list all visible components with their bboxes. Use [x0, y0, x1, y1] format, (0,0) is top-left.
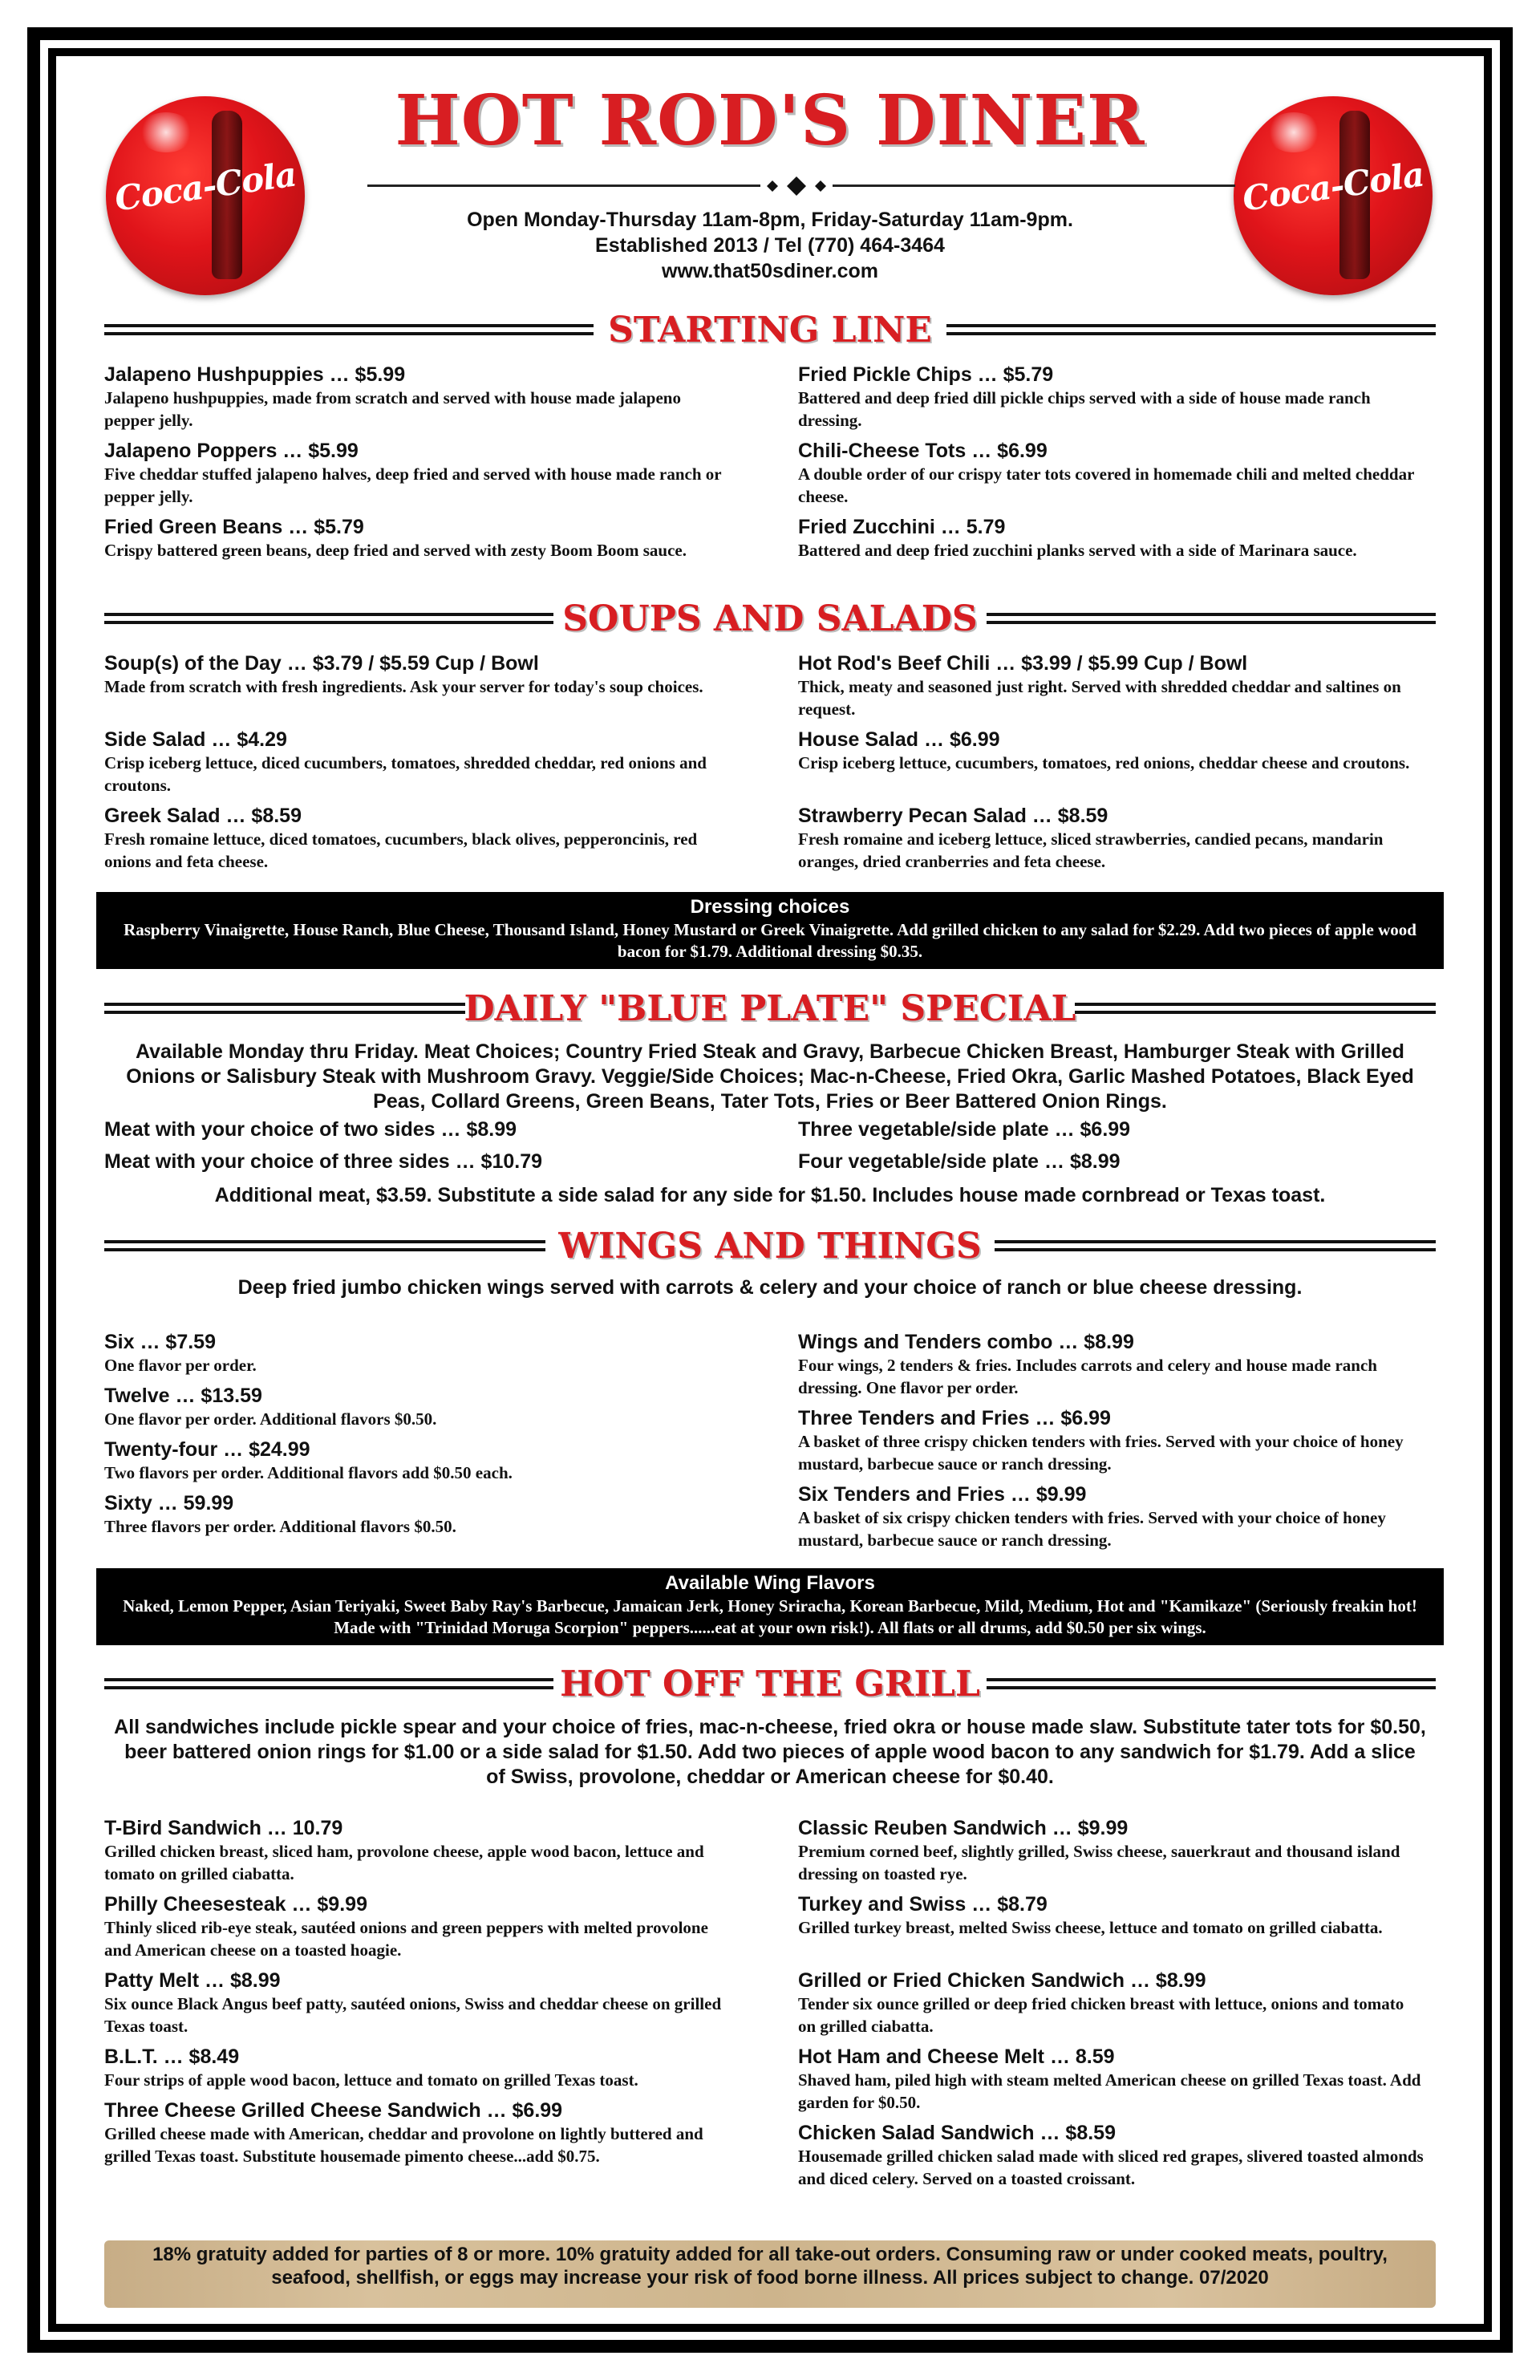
menu-item: Chicken Salad Sandwich … $8.59 Housemade grilled chicken salad made with sliced red grapes, slivered toasted almonds and diced celery. Served on a toasted croissant.	[798, 2122, 1424, 2188]
menu-item: Wings and Tenders combo … $8.99 Four wings, 2 tenders & fries. Includes carrots and celery and house made ranch dressing. One flavor per order.	[798, 1331, 1377, 1397]
blue-plate-option: Meat with your choice of two sides … $8.99	[104, 1118, 517, 1141]
menu-item: Six … $7.59 One flavor per order.	[104, 1331, 257, 1375]
menu-item: T-Bird Sandwich … 10.79 Grilled chicken breast, sliced ham, provolone cheese, apple wood bacon, lettuce and tomato on grilled ciabatta.	[104, 1817, 704, 1883]
title-rule-left	[367, 184, 760, 187]
menu-item: Patty Melt … $8.99 Six ounce Black Angus beef patty, sautéed onions, Swiss and cheddar cheese on grilled Texas toast.	[104, 1969, 722, 2036]
menu-item: Fried Zucchini … 5.79 Battered and deep fried zucchini planks served with a side of Marinara sauce.	[798, 516, 1357, 560]
section-grill: HOT OFF THE GRILL	[104, 1664, 1436, 1705]
coca-cola-logo-left: Coca-Cola	[106, 96, 305, 295]
wings-intro: Deep fried jumbo chicken wings served with carrots & celery and your choice of ranch or blue cheese dressing.	[237, 1276, 1303, 1299]
menu-item: Hot Ham and Cheese Melt … 8.59 Shaved ham, piled high with steam melted American cheese on grilled Texas toast. Add garden for $0.50.	[798, 2046, 1421, 2112]
diner-title: HOT ROD'S DINER	[395, 80, 1145, 161]
menu-item: B.L.T. … $8.49 Four strips of apple wood bacon, lettuce and tomato on grilled Texas toast.	[104, 2046, 638, 2090]
blue-plate-intro: Available Monday thru Friday. Meat Choices; Country Fried Steak and Gravy, Barbecue Chicken Breast, Hamburger Steak with Grilled Onions or Salisbury Steak with Mushroom Gravy. Veggie/Side Choices; Mac-n-Cheese, Fried Okra, Garlic Mashed Potatoes, Black Eyed Peas, Collard Greens, Green Beans, Tater Tots, Fries or Beer Battered Onion Rings.	[126, 1040, 1414, 1113]
blue-plate-option: Meat with your choice of three sides … $10.79	[104, 1150, 543, 1173]
menu-item: Strawberry Pecan Salad … $8.59 Fresh romaine and iceberg lettuce, sliced strawberries, candied pecans, mandarin oranges, dried cranberries and feta cheese.	[798, 805, 1384, 871]
menu-item: Philly Cheesesteak … $9.99 Thinly sliced rib-eye steak, sautéed onions and green peppers with melted provolone and American cheese on a toasted hoagie.	[104, 1893, 708, 1960]
menu-item: Six Tenders and Fries … $9.99 A basket of six crispy chicken tenders with fries. Served with your choice of honey mustard, barbecue sauce or ranch dressing.	[798, 1483, 1386, 1550]
menu-item: Three Tenders and Fries … $6.99 A basket of three crispy chicken tenders with fries. Served with your choice of honey mustard, barbecue sauce or ranch dressing.	[798, 1407, 1404, 1474]
section-wings: WINGS AND THINGS	[104, 1226, 1436, 1267]
menu-item: Grilled or Fried Chicken Sandwich … $8.99 Tender six ounce grilled or deep fried chicken breast with lettuce, onions and tomato on grilled ciabatta.	[798, 1969, 1404, 2036]
coca-cola-logo-right: Coca-Cola	[1234, 96, 1433, 295]
menu-item: House Salad … $6.99 Crisp iceberg lettuce, cucumbers, tomatoes, red onions, cheddar cheese and croutons.	[798, 728, 1410, 772]
title-rule-right	[833, 184, 1235, 187]
menu-item: Greek Salad … $8.59 Fresh romaine lettuce, diced tomatoes, cucumbers, black olives, pepperoncinis, red onions and feta cheese.	[104, 805, 698, 871]
menu-item: Chili-Cheese Tots … $6.99 A double order of our crispy tater tots covered in homemade chili and melted cheddar cheese.	[798, 440, 1415, 506]
footer-disclaimer: 18% gratuity added for parties of 8 or more. 10% gratuity added for all take-out orders. Consuming raw or under cooked meats, poultry, seafood, shellfish, or eggs may increase your risk of food borne illness. All prices subject to change. 07/2020	[152, 2244, 1388, 2289]
menu-item: Sixty … 59.99 Three flavors per order. Additional flavors $0.50.	[104, 1492, 456, 1536]
wing-flavors-box: Available Wing Flavors Naked, Lemon Pepper, Asian Teriyaki, Sweet Baby Ray's Barbecue, Jamaican Jerk, Honey Sriracha, Korean Barbecue, Mild, Medium, Hot and "Kamikaze" (Seriously freakin hot! Made with "Trinidad Moruga Scorpion" peppers......eat at your own risk!). All flats or all drums, add $0.50 per six wings.	[96, 1568, 1444, 1645]
menu-item: Jalapeno Poppers … $5.99 Five cheddar stuffed jalapeno halves, deep fried and served with house made ranch or pepper jelly.	[104, 440, 722, 506]
grill-intro: All sandwiches include pickle spear and your choice of fries, mac-n-cheese, fried okra or house made slaw. Substitute tater tots for $0.50, beer battered onion rings for $1.00 or a side salad for $1.50. Add two pieces of apple wood bacon to any sandwich for $1.79. Add a slice of Swiss, provolone, cheddar or American cheese for $0.40.	[114, 1716, 1426, 1788]
menu-item: Soup(s) of the Day … $3.79 / $5.59 Cup / Bowl Made from scratch with fresh ingredients. Ask your server for today's soup choices.	[104, 652, 703, 696]
website: www.that50sdiner.com	[662, 260, 878, 282]
blue-plate-option: Three vegetable/side plate … $6.99	[798, 1118, 1131, 1141]
section-starting-line: STARTING LINE	[104, 310, 1436, 351]
opening-hours: Open Monday-Thursday 11am-8pm, Friday-Saturday 11am-9pm.	[467, 209, 1073, 231]
menu-item: Twelve … $13.59 One flavor per order. Additional flavors $0.50.	[104, 1385, 437, 1429]
section-blue-plate: DAILY "BLUE PLATE" SPECIAL	[104, 988, 1436, 1030]
diamond-ornament-icon	[760, 175, 833, 197]
menu-item: Classic Reuben Sandwich … $9.99 Premium corned beef, slightly grilled, Swiss cheese, sauerkraut and thousand island dressing on toasted rye.	[798, 1817, 1400, 1883]
established-phone: Established 2013 / Tel (770) 464-3464	[595, 234, 945, 257]
menu-page	[56, 56, 1484, 2324]
menu-item: Fried Pickle Chips … $5.79 Battered and deep fried dill pickle chips served with a side of house made ranch dressing.	[798, 363, 1371, 430]
menu-item: Hot Rod's Beef Chili … $3.99 / $5.99 Cup / Bowl Thick, meaty and seasoned just right. Served with shredded cheddar and saltines on request.	[798, 652, 1401, 719]
dressing-choices-box: Dressing choices Raspberry Vinaigrette, House Ranch, Blue Cheese, Thousand Island, Honey Mustard or Greek Vinaigrette. Add grilled chicken to any salad for $2.29. Add two pieces of apple wood bacon for $1.79. Additional dressing $0.35.	[96, 892, 1444, 969]
menu-item: Jalapeno Hushpuppies … $5.99 Jalapeno hushpuppies, made from scratch and served with house made jalapeno pepper jelly.	[104, 363, 681, 430]
menu-item: Fried Green Beans … $5.79 Crispy battered green beans, deep fried and served with zesty Boom Boom sauce.	[104, 516, 687, 560]
blue-plate-note: Additional meat, $3.59. Substitute a side salad for any side for $1.50. Includes house made cornbread or Texas toast.	[214, 1184, 1326, 1206]
menu-item: Three Cheese Grilled Cheese Sandwich … $6.99 Grilled cheese made with American, cheddar and provolone on lightly buttered and grilled Texas toast. Substitute housemade pimento cheese...add $0.75.	[104, 2099, 703, 2166]
blue-plate-option: Four vegetable/side plate … $8.99	[798, 1150, 1121, 1173]
section-soups-salads: SOUPS AND SALADS	[104, 598, 1436, 640]
menu-item: Twenty-four … $24.99 Two flavors per order. Additional flavors add $0.50 each.	[104, 1438, 513, 1482]
menu-item: Side Salad … $4.29 Crisp iceberg lettuce, diced cucumbers, tomatoes, shredded cheddar, red onions and croutons.	[104, 728, 707, 795]
menu-item: Turkey and Swiss … $8.79 Grilled turkey breast, melted Swiss cheese, lettuce and tomato on grilled ciabatta.	[798, 1893, 1383, 1937]
